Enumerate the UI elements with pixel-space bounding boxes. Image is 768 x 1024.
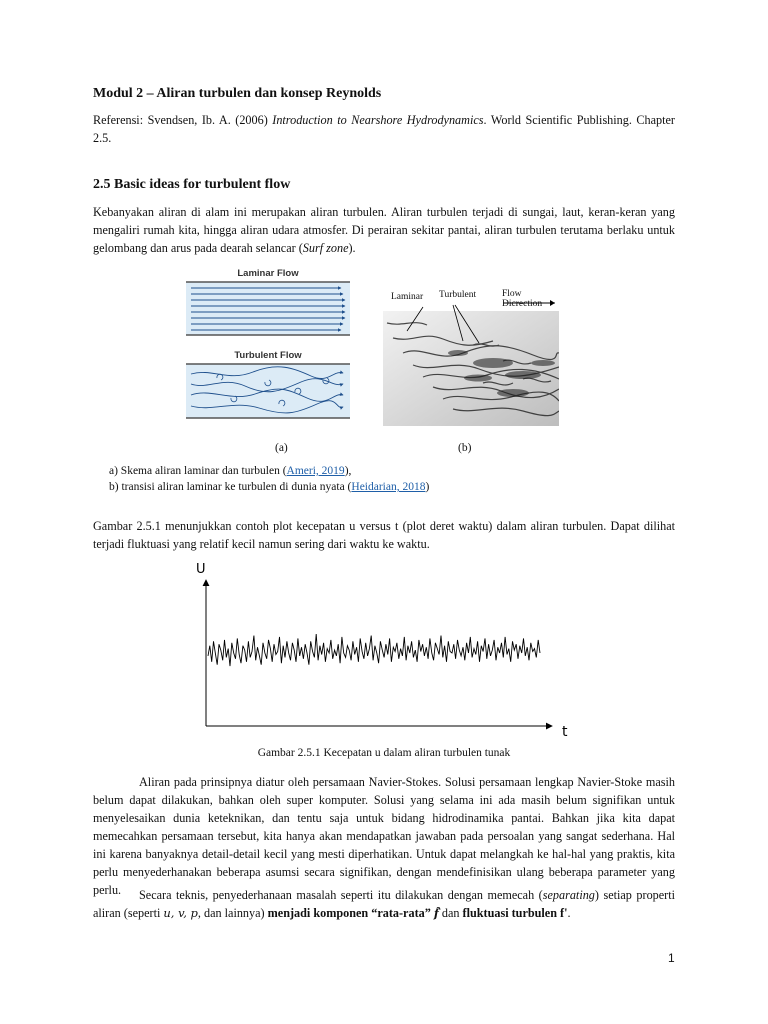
caption-a-prefix: a) Skema aliran laminar dan turbulen ( bbox=[109, 465, 287, 477]
figure-b-photo bbox=[383, 283, 559, 426]
para4-bold-fluct: fluktuasi turbulen f' bbox=[462, 906, 568, 920]
photo-label-laminar: Laminar bbox=[391, 292, 424, 302]
photo-label-turbulent: Turbulent bbox=[439, 290, 477, 300]
figure-label-b: (b) bbox=[458, 442, 472, 454]
caption-a bbox=[109, 465, 351, 477]
paragraph-separation bbox=[93, 886, 675, 922]
y-axis-label: U bbox=[196, 562, 206, 577]
para4-math-vars: u, v, p bbox=[163, 906, 198, 920]
reference-book-title: Introduction to Nearshore Hydrodynamics bbox=[272, 113, 484, 127]
citation-heidarian-link[interactable]: Heidarian, 2018 bbox=[351, 481, 426, 493]
reference-prefix: Referensi: Svendsen, Ib. A. (2006) bbox=[93, 113, 273, 127]
para4-e: . bbox=[567, 906, 571, 920]
reference-suffix: . World Scientific Publishing. Chapter 2.5. bbox=[93, 113, 675, 145]
para4-c: , dan lainnya) bbox=[197, 906, 268, 920]
laminar-flow-title: Laminar Flow bbox=[237, 268, 299, 279]
caption-a-suffix: ), bbox=[344, 465, 352, 477]
intro-end: ). bbox=[348, 241, 356, 255]
figure-a-schematic bbox=[183, 264, 353, 422]
page-number: 1 bbox=[668, 951, 675, 965]
intro-paragraph bbox=[93, 203, 675, 257]
caption-b-suffix: ) bbox=[425, 481, 430, 493]
paragraph-timeseries-intro: Gambar 2.5.1 menunjukkan contoh plot kecepatan u versus t (plot deret waktu) dalam aliran turbulen. Dapat dilihat terjadi fluktuasi yang relatif kecil namun sering dari waktu ke waktu. bbox=[93, 519, 675, 551]
velocity-series-line bbox=[208, 634, 540, 666]
photo-label-direction: Flow Dicrection bbox=[502, 289, 543, 309]
citation-ameri-link[interactable]: Ameri, 2019 bbox=[286, 465, 345, 477]
para4-bold-mean: menjadi komponen “rata-rata” bbox=[267, 906, 434, 920]
turbulent-flow-title: Turbulent Flow bbox=[234, 350, 302, 361]
para4-italic: separating bbox=[542, 888, 595, 902]
para4-fhat: f̂ bbox=[433, 906, 439, 920]
chart-caption: Gambar 2.5.1 Kecepatan u dalam aliran turbulen tunak bbox=[257, 747, 511, 759]
paragraph-navier-stokes: Aliran pada prinsipnya diatur oleh persamaan Navier-Stokes. Solusi persamaan lengkap Navier-Stoke masih belum dapat dilakukan, bahkan oleh super komputer. Solusi yang selama ini ada masih belum signifikan untuk menyelesaikan dunia keteknikan, dan tentu saja untuk bidang hidrodinamika pantai. Bahkan jika kita dapat memecahkan persamaan tersebut, kita hanya akan mendapatkan jawaban pada persoalan yang sangat sederhana. Hal ini karena banyaknya detail-detail kecil yang mesti diperhatikan. Untuk dapat melangkah ke hal-hal yang praktis, kita perlu menyederhanakan beberapa asumsi secara signifikan, dengan mendefinisikan ulang beberapa parameter yang perlu. bbox=[93, 775, 675, 897]
intro-text: Kebanyakan aliran di alam ini merupakan aliran turbulen. Aliran turbulen terjadi di sungai, laut, keran-keran yang mengaliri rumah kita, hingga aliran udara atmosfer. Di perairan sekitar pantai, aliran turbulen terutama berlaku untuk gelombang dan arus pada dearah selancar ( bbox=[93, 205, 675, 255]
para4-b: ) setiap properti aliran (seperti bbox=[93, 888, 675, 920]
velocity-timeseries-chart bbox=[190, 560, 590, 740]
figure-label-a: (a) bbox=[275, 442, 288, 454]
flow-schematic-svg bbox=[183, 264, 353, 422]
para4-d: dan bbox=[438, 906, 463, 920]
x-axis-label: t bbox=[562, 724, 568, 740]
module-title: Modul 2 – Aliran turbulen dan konsep Reynolds bbox=[93, 86, 382, 101]
section-title: 2.5 Basic ideas for turbulent flow bbox=[93, 177, 291, 192]
reference bbox=[93, 111, 675, 147]
caption-b-prefix: b) transisi aliran laminar ke turbulen di dunia nyata ( bbox=[109, 481, 352, 493]
caption-b bbox=[109, 481, 429, 493]
turbulent-flow-box bbox=[186, 364, 350, 418]
para4-a: Secara teknis, penyederhanaan masalah seperti itu dilakukan dengan memecah ( bbox=[139, 888, 543, 902]
laminar-flow-box bbox=[186, 282, 350, 335]
intro-italic: Surf zone bbox=[302, 241, 349, 255]
